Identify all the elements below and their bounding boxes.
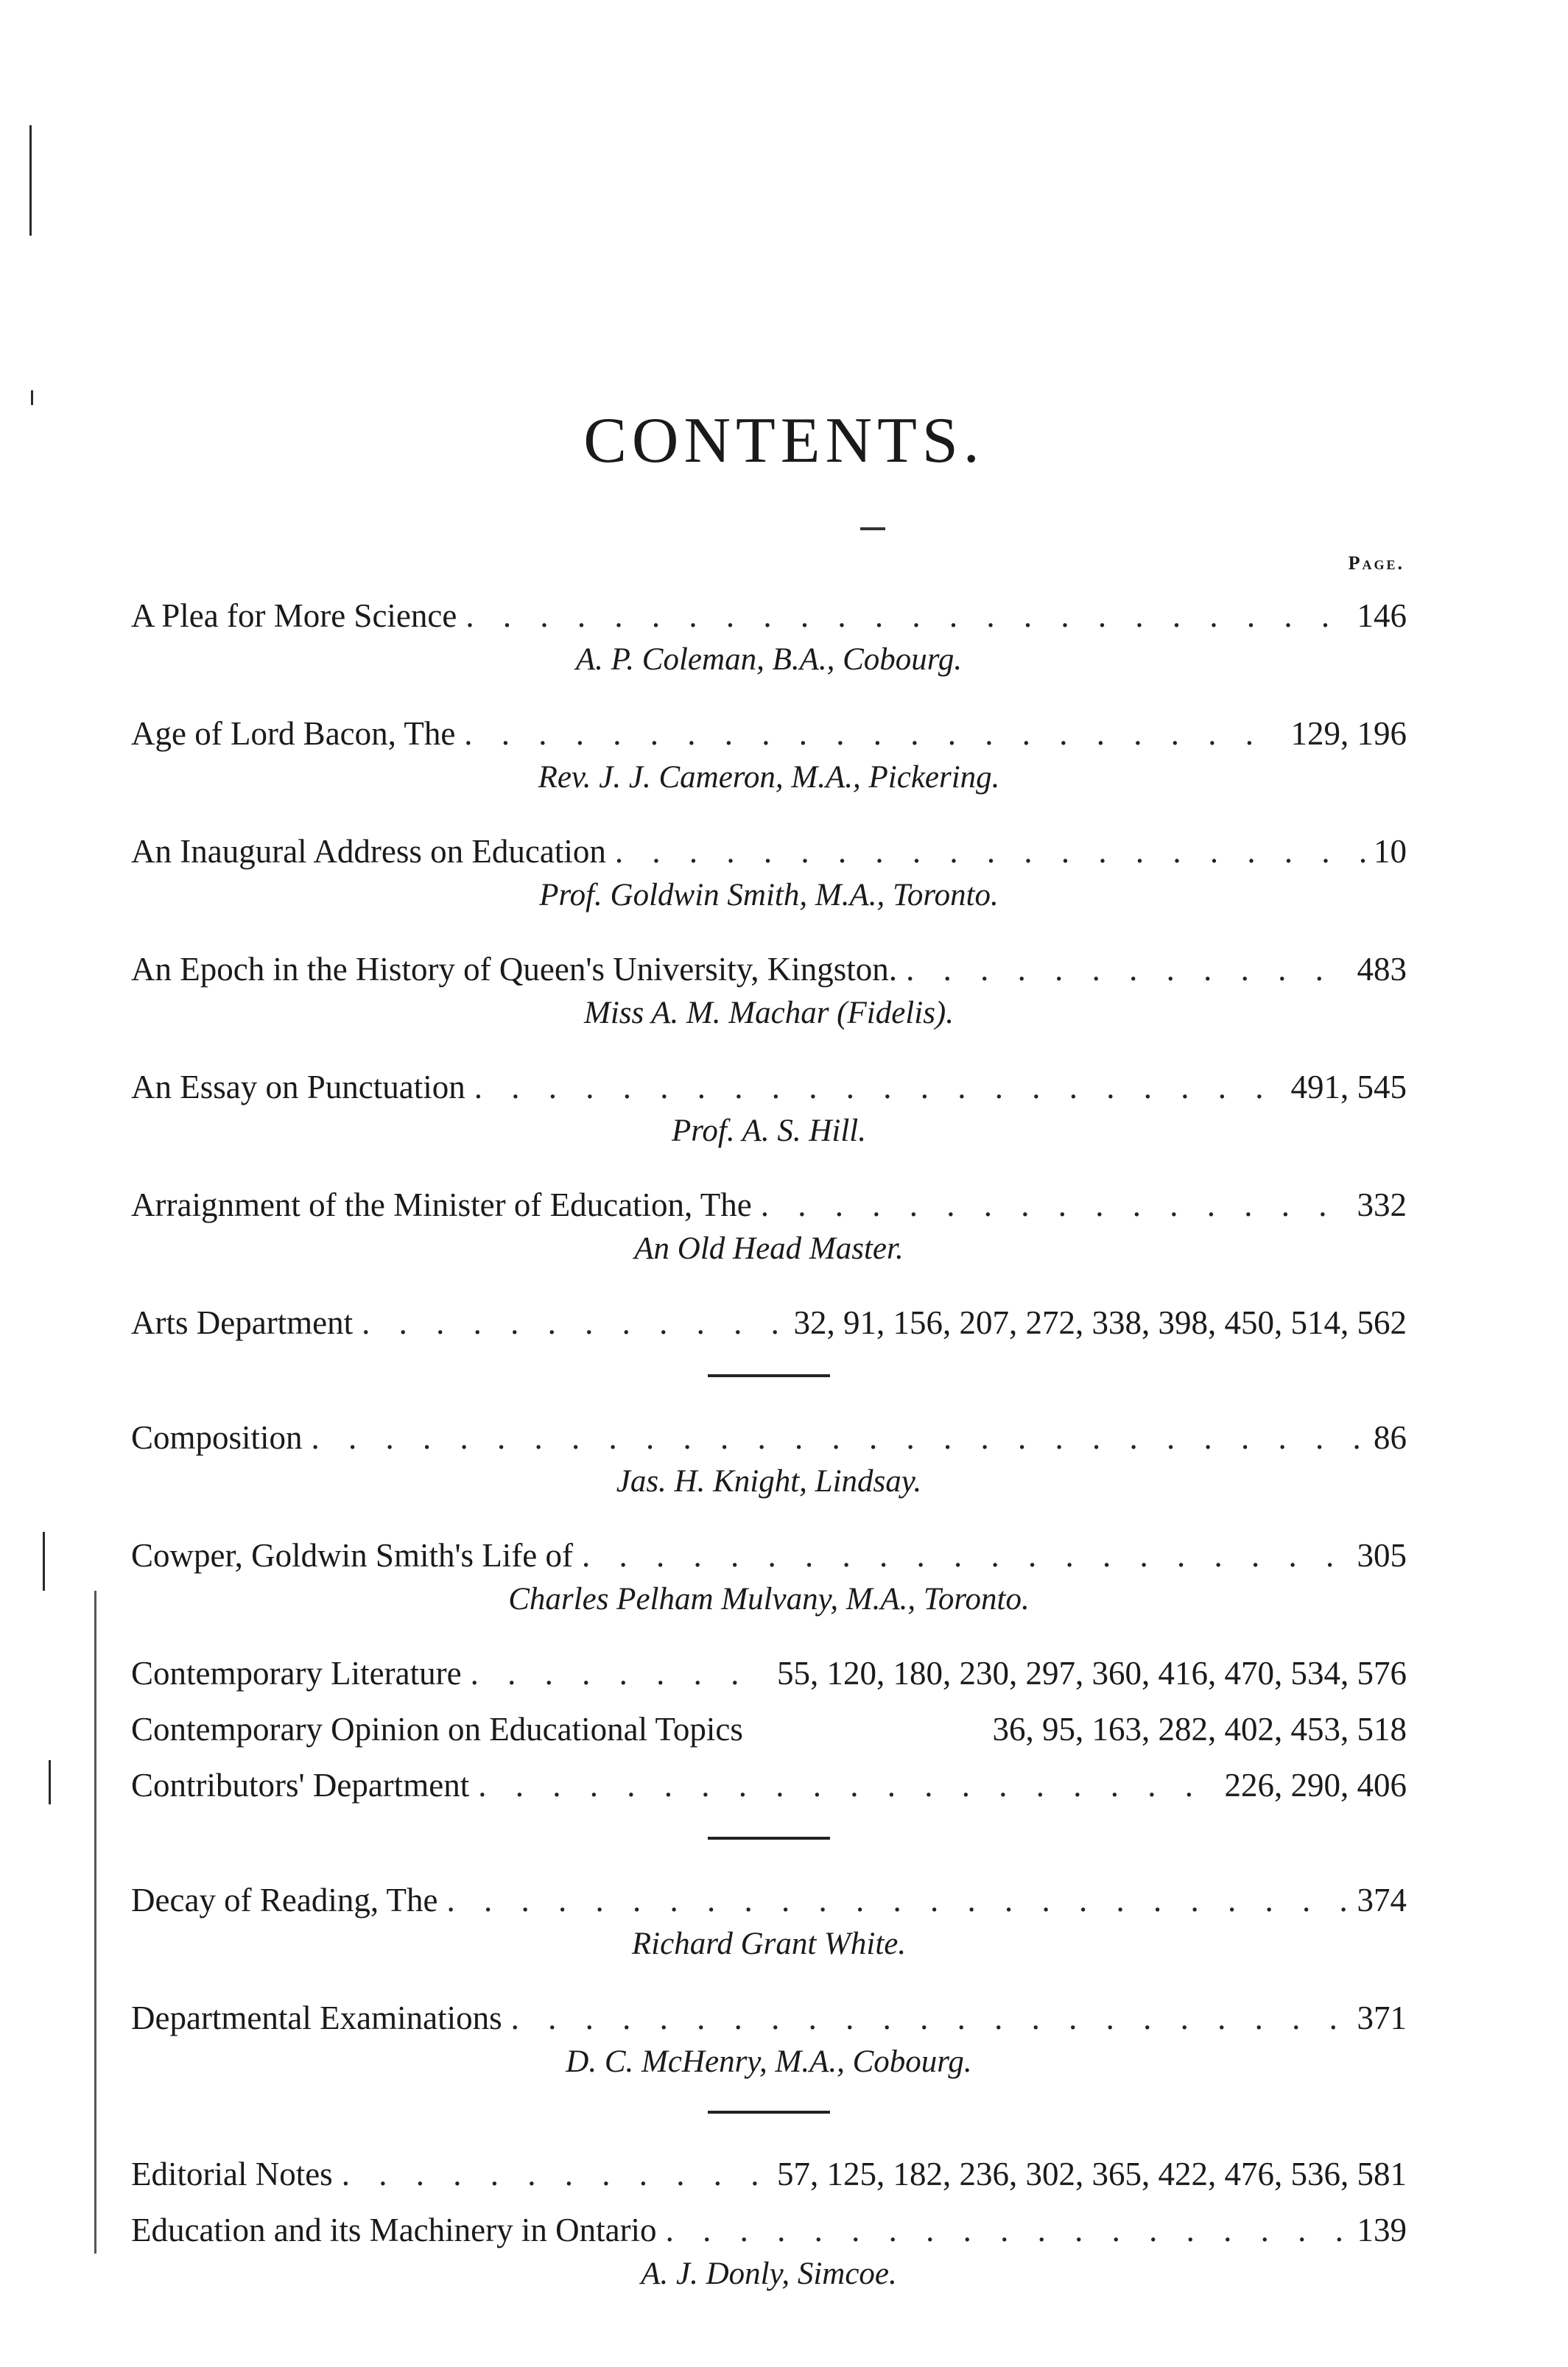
scan-mark (43, 1532, 45, 1591)
entry-title: Editorial Notes (131, 2156, 333, 2192)
entry-pages: 226, 290, 406 (1224, 1767, 1407, 1804)
entry-author: Charles Pelham Mulvany, M.A., Toronto. (508, 1582, 1030, 1617)
entry-title: Education and its Machinery in Ontario (131, 2212, 657, 2248)
scan-mark (29, 125, 32, 236)
page-column-heading: Page. (1348, 552, 1404, 574)
entry-title: Contemporary Opinion on Educational Topics (131, 1711, 743, 1748)
entry-title: Arts Department (131, 1304, 354, 1341)
section-divider (708, 1374, 830, 1377)
dot-leader (447, 1875, 1349, 1925)
toc-entry (131, 708, 1407, 800)
entry-title: An Epoch in the History of Queen's University, Kingston. (131, 951, 898, 988)
entry-title: Contemporary Literature (131, 1655, 462, 1692)
toc-entry (131, 944, 1407, 1035)
entry-author: A. J. Donly, Simcoe. (641, 2257, 897, 2291)
dot-leader (906, 944, 1348, 994)
entry-pages: 139 (1357, 2212, 1407, 2248)
entry-pages: 305 (1357, 1537, 1407, 1574)
entry-pages: 86 (1374, 1419, 1407, 1456)
page-title: CONTENTS. (583, 405, 985, 476)
title-ornament (860, 527, 885, 530)
table-of-contents (131, 591, 1407, 2323)
dot-leader (615, 826, 1365, 876)
toc-entry (131, 1062, 1407, 1153)
dot-leader (342, 2149, 768, 2199)
entry-pages: 332 (1357, 1186, 1407, 1223)
entry-pages: 57, 125, 182, 236, 302, 365, 422, 476, 536, 581 (777, 2156, 1407, 2192)
entry-title: Cowper, Goldwin Smith's Life of (131, 1537, 574, 1574)
entry-author: A. P. Coleman, B.A., Cobourg. (575, 642, 963, 677)
toc-entry (131, 1648, 1407, 1698)
dot-leader (511, 1993, 1349, 2043)
toc-entry (131, 591, 1407, 682)
entry-pages: 32, 91, 156, 207, 272, 338, 398, 450, 514, 562 (793, 1304, 1407, 1341)
dot-leader (761, 1180, 1349, 1230)
scan-mark (49, 1760, 51, 1804)
toc-entry (131, 1180, 1407, 1271)
entry-author: Richard Grant White. (631, 1927, 907, 1961)
entry-author: Jas. H. Knight, Lindsay. (616, 1464, 922, 1499)
toc-entry (131, 1875, 1407, 1966)
entry-author: Miss A. M. Machar (Fidelis). (584, 996, 954, 1030)
entry-author: An Old Head Master. (634, 1231, 904, 1266)
scan-mark (31, 390, 33, 405)
entry-pages: 10 (1374, 833, 1407, 870)
entry-pages: 374 (1357, 1882, 1407, 1918)
dot-leader (362, 1298, 784, 1348)
dot-leader (464, 708, 1282, 759)
dot-leader (474, 1062, 1282, 1112)
entry-pages: 483 (1357, 951, 1407, 988)
toc-entry (131, 1413, 1407, 1504)
toc-entry (131, 1298, 1407, 1348)
toc-entry (131, 2205, 1407, 2296)
entry-author: Prof. Goldwin Smith, M.A., Toronto. (539, 878, 999, 912)
entry-title: A Plea for More Science (131, 597, 457, 634)
dot-leader (312, 1413, 1365, 1463)
entry-pages: 129, 196 (1290, 715, 1407, 752)
entry-author: Prof. A. S. Hill. (672, 1114, 866, 1148)
scan-mark (94, 1591, 96, 2254)
entry-pages: 491, 545 (1290, 1069, 1407, 1105)
entry-title: Age of Lord Bacon, The (131, 715, 456, 752)
entry-title: Composition (131, 1419, 303, 1456)
toc-entry (131, 1993, 1407, 2084)
entry-title: Decay of Reading, The (131, 1882, 438, 1918)
dot-leader (465, 591, 1348, 641)
dot-leader (666, 2205, 1349, 2255)
dot-leader (582, 1530, 1348, 1580)
dot-leader (471, 1648, 768, 1698)
entry-author: D. C. McHenry, M.A., Cobourg. (566, 2044, 972, 2079)
entry-title: An Inaugural Address on Education (131, 833, 606, 870)
entry-title: Arraignment of the Minister of Education, The (131, 1186, 752, 1223)
toc-entry (131, 1704, 1407, 1754)
dot-leader (478, 1760, 1215, 1810)
entry-title: Contributors' Department (131, 1767, 470, 1804)
entry-title: An Essay on Punctuation (131, 1069, 465, 1105)
entry-pages: 371 (1357, 2000, 1407, 2036)
entry-pages: 36, 95, 163, 282, 402, 453, 518 (992, 1711, 1407, 1748)
toc-entry (131, 826, 1407, 918)
toc-entry (131, 1530, 1407, 1622)
entry-author: Rev. J. J. Cameron, M.A., Pickering. (538, 760, 1000, 795)
section-divider (708, 1837, 830, 1840)
section-divider (708, 2111, 830, 2114)
entry-pages: 146 (1357, 597, 1407, 634)
toc-entry (131, 1760, 1407, 1810)
toc-entry (131, 2149, 1407, 2199)
entry-title: Departmental Examinations (131, 2000, 502, 2036)
entry-pages: 55, 120, 180, 230, 297, 360, 416, 470, 534, 576 (777, 1655, 1407, 1692)
